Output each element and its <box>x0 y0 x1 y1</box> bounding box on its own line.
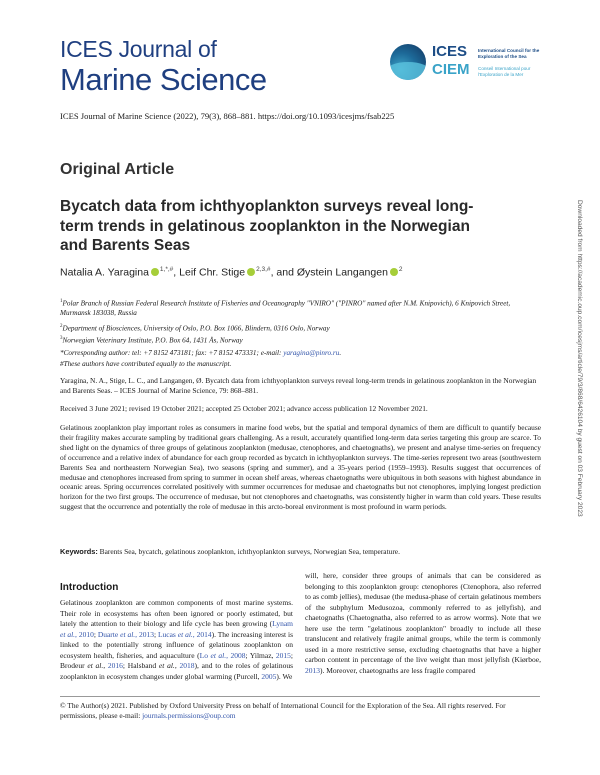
logo-english-name: International Council for the Exploration of the Sea <box>478 48 540 59</box>
keywords-text: Barents Sea, bycatch, gelatinous zooplankton, ichthyoplankton surveys, Norwegian Sea, temperature. <box>99 547 400 556</box>
author-name: Leif Chr. Stige <box>179 266 246 279</box>
author-affiliation-marker: 2,3,# <box>256 266 271 273</box>
author-list <box>60 266 403 279</box>
article-type: Original Article <box>60 161 175 178</box>
logo-ciem-text: CIEM <box>432 61 470 78</box>
keywords <box>60 547 540 556</box>
author-affiliation-marker: 1,*,# <box>159 266 174 273</box>
reference-link[interactable]: , 2013 <box>135 629 154 639</box>
body-text: et al. <box>158 661 175 670</box>
full-citation: Yaragina, N. A., Stige, L. C., and Langangen, Ø. Bycatch data from ichthyoplankton surveys reveal long-term trends in gelatinous zooplankton in the Norwegian and Barents Seas. – ICES Journal of Marine Science, 79: 868–881. <box>60 376 537 395</box>
ices-globe-icon <box>390 44 426 80</box>
reference-link[interactable]: , 2008 <box>226 650 246 660</box>
journal-citation: ICES Journal of Marine Science (2022), 79(3), 868–881. https://doi.org/10.1093/icesjms/fsab225 <box>60 111 395 121</box>
body-text: , <box>174 661 180 670</box>
author-affiliation-marker: 2 <box>398 266 403 273</box>
body-text: ; Yilmaz, <box>245 650 276 660</box>
body-text: ; <box>153 629 158 639</box>
body-text: ), and to the roles of gelatinous zooplankton in ecosystem changes under global warming (Purcell, <box>60 661 294 681</box>
affiliation-1: $^1$Polar Branch of Russian Federal Research Institute of Fisheries and Oceanography "VNIRO" ("PINRO" named after N.M. Knipovich), 6 Knipovich Street, Murmansk 183038, Russia <box>60 299 511 317</box>
reference-link[interactable]: Lucas <box>157 629 178 639</box>
author-separator: , and <box>270 266 297 279</box>
author-name: Øystein Langangen <box>296 266 388 279</box>
ices-logo <box>390 44 550 84</box>
body-text: will, here, consider three groups of animals that can be considered as belonging to this zooplankton group: ctenophores (Ctenophora, also referred to as comb jellies), medusae (the medusa-phase of certain gelatinous members of the subphylum Medusozoa, commonly referred to as jellyfish), and chaetognaths (Chaetognatha, also referred to as arrow worms). Note that we here use the term "gelatinous zooplankton" broadly to include all these translucent and relatively fragile animal groups, while the term is commonly used in a more restrictive sense, excluding chaetognaths that have a higher carbon content in percentage of the live weight than most jellyfish (Kiørboe, <box>305 571 541 664</box>
body-text: Gelatinous zooplankton are common components of most marine systems. Their role in ecosystems has often been ignored or poorly estimated, but lately the attention to their biology and life cycle has been growing ( <box>60 598 293 628</box>
orcid-icon[interactable] <box>151 268 159 276</box>
orcid-icon[interactable] <box>390 268 398 276</box>
corresponding-author: *Corresponding author: tel: +7 8152 473181; fax: +7 8152 473331; e-mail: yaragina@pinro.ru. <box>60 349 342 357</box>
logo-ices-text: ICES <box>432 43 468 60</box>
footer-divider <box>60 696 540 697</box>
intro-column-2 <box>305 571 541 676</box>
author-name: Natalia A. Yaragina <box>60 266 149 279</box>
article-title: Bycatch data from ichthyoplankton surveys reveal long-term trends in gelatinous zooplankton in the Norwegian and Barents Seas <box>60 198 474 254</box>
reference-link[interactable]: et al. <box>210 650 227 660</box>
body-text: ; Brodeur <box>60 650 294 670</box>
journal-name-line2: Marine Science <box>60 62 267 97</box>
affiliation-2: $^2$Department of Biosciences, University of Oslo, P.O. Box 1066, Blindern, 0316 Oslo, Norway <box>60 324 330 333</box>
author-email-link[interactable]: yaragina@pinro.ru <box>283 349 340 357</box>
body-text: ). Moreover, chaetognaths are less fragile compared <box>320 665 476 675</box>
keywords-label: Keywords: <box>60 547 98 556</box>
reference-link[interactable]: 2005 <box>261 671 277 681</box>
journal-name-line1: ICES Journal of <box>60 36 217 62</box>
reference-link[interactable]: et al. <box>120 629 136 639</box>
body-text: ; <box>93 629 98 639</box>
body-text: et al. <box>87 661 104 670</box>
received-dates: Received 3 June 2021; revised 19 October 2021; accepted 25 October 2021; advance access publication 12 November 2021. <box>60 404 428 413</box>
reference-link[interactable]: , 2014 <box>192 629 212 639</box>
reference-link[interactable]: 2013 <box>305 665 320 675</box>
introduction-heading: Introduction <box>60 582 119 593</box>
permissions-email-link[interactable]: journals.permissions@oup.com <box>142 711 236 720</box>
reference-link[interactable]: 2015 <box>275 650 291 660</box>
download-watermark: Downloaded from https://academic.oup.com/icesjms/article/79/3/868/6426104 by guest on 03 February 2023 <box>576 200 583 517</box>
reference-link[interactable]: et al. <box>177 629 193 639</box>
abstract: Gelatinous zooplankton play important roles as consumers in marine food webs, but the spatial and temporal dynamics of them are difficult to quantify because their fragility makes accurate sampling by traditional gears challenging. As a result, accurately quantified long-term data series targeting this group are scarce. To shed light on the dynamics of three groups of gelatinous zooplankton (medusae, ctenophores, and chaetognaths), we present and analyse time-series on frequency of occurrence and a relative index of abundance for each group recorded as bycatch in ichthyoplankton surveys. The time-series represent two areas (southwestern Barents Sea and northeastern Norwegian Sea), two seasons (spring and summer), and a 35-years period (1959–1993). Results suggest that occurrences of medusae and ctenophores increased from spring to summer in ocean shelf areas, whereas chaetognaths were ubiquitous in both seasons with highest abundance in oceanic areas. Spring occurrences correlated positively with summer occurrences for medusae and chaetognaths but not ctenophores, implying longest prediction horizon for the two first groups. The occurrence of medusae, but not ctenophores and chaetognaths, was consistently higher in warm than cold years. These results suggest that the occurrence and potentially the role of medusae in this arcto-boreal environment is most profound in warm periods. <box>60 423 541 512</box>
reference-link[interactable]: Duarte <box>97 629 121 639</box>
body-text: ; Halsband <box>122 661 159 670</box>
reference-link[interactable]: et al. <box>60 629 76 639</box>
affiliation-3: $^3$Norwegian Veterinary Institute, P.O. Box 64, 1431 Ås, Norway <box>60 336 243 345</box>
reference-link[interactable]: , 2010 <box>75 629 94 639</box>
reference-link[interactable]: Lynam <box>272 619 293 628</box>
orcid-icon[interactable] <box>247 268 255 276</box>
reference-link[interactable]: 2018 <box>179 661 195 670</box>
intro-column-1 <box>60 598 293 682</box>
equal-contribution-note: #These authors have contributed equally to the manuscript. <box>60 360 232 368</box>
reference-link[interactable]: Lo <box>199 650 211 660</box>
body-text: ). The increasing interest is linked to the potentially strong influence of gelatinous zooplankton on ecosystem health, fisheries, and aquaculture ( <box>60 629 293 660</box>
author-separator: , <box>173 266 180 279</box>
reference-link[interactable]: 2016 <box>107 661 123 670</box>
body-text: , <box>103 661 108 670</box>
logo-french-name: Conseil International pour l'Exploration de la Mer <box>478 66 531 77</box>
body-text: ). We <box>276 671 293 681</box>
copyright-notice: © The Author(s) 2021. Published by Oxford University Press on behalf of International Council for the Exploration of the Sea. All rights reserved. For permissions, please e-mail: journals.permissions@oup.com <box>60 701 506 720</box>
